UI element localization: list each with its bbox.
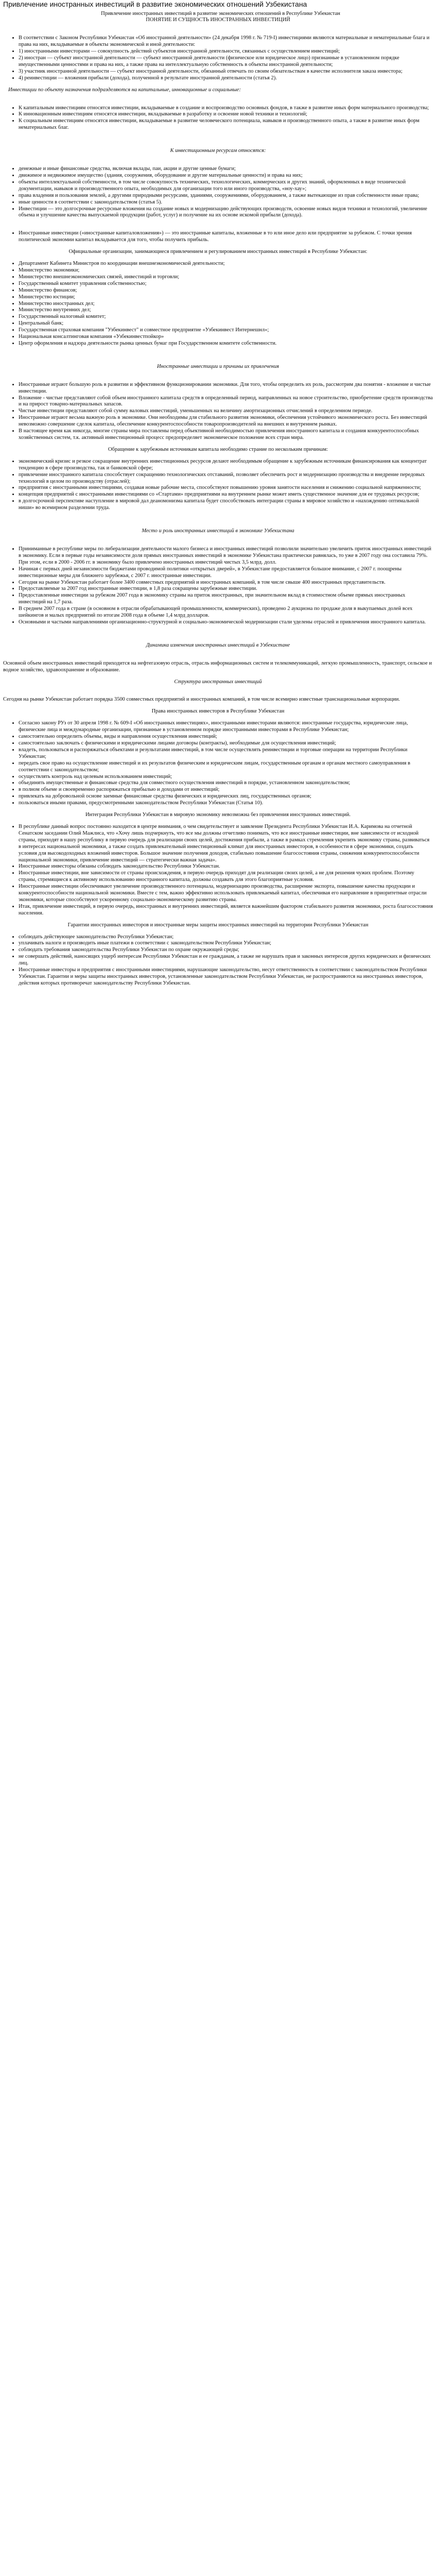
list-item: • Начиная с первых дней независимости бюджетами проводимой политики «открытых дверей», в Узбекистане предоставляется большое внимание, с 2007 г. поощрены инвестиционные меры для ближнего зарубежья, с 2007 г. иностранные инвестиции. bbox=[19, 566, 433, 580]
list-item: • соблюдать требования законодательства Республики Узбекистан по охране окружающей среды; bbox=[19, 947, 433, 954]
list-item: • движимое и недвижимое имущество (здания, сооружения, оборудование и другие материальные ценности) и права на них; bbox=[19, 173, 433, 179]
list-item: • К социальным инвестициям относятся инвестиции, вкладываемые в развитие человеческого потенциала, навыков и производственного опыта, а также в развитие иных форм нематериальных благ. bbox=[19, 118, 433, 131]
list-item: • самостоятельно заключать с физическими и юридическими лицами договоры (контракты), необходимые для осуществления инвестиций; bbox=[19, 740, 433, 747]
list-item: • Министерство иностранных дел; bbox=[19, 301, 433, 308]
need-heading: Обращение к зарубежным источникам капитала необходимо страние по нескольким причинам: bbox=[108, 446, 328, 452]
list-item: • Министерство внешнеэкономических связей, инвестиций и торговли; bbox=[19, 274, 433, 281]
list-item: • Согласно закону РУз от 30 апреля 1998 г. № 609-I «Об иностранных инвестициях», иностранными инвесторами являются: иностранные государства, юридические лица, физические лица и международные организации, признанные в установленном порядке иностранными инвесторами в Республике Узбекистан; bbox=[19, 720, 433, 734]
regulators-list bbox=[3, 261, 433, 347]
document bbox=[0, 0, 436, 987]
list-item: • Предоставляемые за 2007 год иностранные инвестиции, в 1,8 раза сокращены зарубежные инвестиции. bbox=[19, 586, 433, 592]
list-item: • Государственный налоговый комитет; bbox=[19, 314, 433, 320]
dynamics-paragraph: Основной объем иностранных инвестиций приходится на нефтегазовую отрасль, отрасль информационных систем и телекоммуникаций, легкую промышленность, транспорт, сельское и водное хозяйство, здравоохранение и образование. bbox=[3, 660, 432, 673]
sense-intro: Инвестиции по объекту назначения подразделяются на капитальные, инновационные и социальные: bbox=[8, 87, 241, 93]
list-item: • осуществлять контроль над целевым использованием инвестиций; bbox=[19, 774, 433, 781]
list-item: • Иностранные инвестиции, вне зависимости от страны происхождения, в первую очередь приходят для реализации своих целей, а не для решения чужих проблем. Поэтому страны, стремящиеся к активному использованию иностранного капитала, должны создавать для этого благоприятные условия. bbox=[19, 870, 433, 884]
resources-heading: К инвестиционным ресурсам относятся: bbox=[170, 148, 266, 154]
need-list bbox=[3, 459, 433, 512]
role-list bbox=[3, 546, 433, 626]
list-item: • денежные и иные финансовые средства, включая вклады, паи, акции и другие ценные бумаги; bbox=[19, 166, 433, 173]
list-item: • Министерство юстиции; bbox=[19, 294, 433, 301]
list-item: • объекты интеллектуальной собственности, в том числе совокупность технических, технологических, коммерческих и других знаний, оформленных в виде технической документации, навыков и производственного опыта, необходимых для организации того или иного производства, «ноу-хау»; bbox=[19, 179, 433, 193]
list-item: • Иностранные играют весьма важную роль в экономике. Они необходимы для стабильного развития экономики, обеспечения устойчивого экономического роста. Без инвестиций невозможно совершение сделок капитала, обеспечение конкурентоспособности товаропроизводителей на внешних и внутреннем рынках. bbox=[19, 415, 433, 428]
list-item: • 3) участник иностранной деятельности — субъект иностранной деятельности, обязанный отвечать по своим обязательствам в качестве исполнителя заказа инвестора; bbox=[19, 69, 433, 75]
list-item: • в полном объеме и своевременно распоряжаться прибылью и доходами от инвестиций; bbox=[19, 787, 433, 793]
concept-heading: ПОНЯТИЕ И СУЩНОСТЬ ИНОСТРАННЫХ ИНВЕСТИЦИЙ bbox=[146, 17, 290, 23]
list-item: • концепция предприятий с иностранными инвестициями со «Стартами» предприятиями на внутреннем рынке может иметь существенное значение для ее трудовых ресурсов; bbox=[19, 492, 433, 498]
document-title: Привлечение иностранных инвестиций в развитие экономических отношений Узбекистана bbox=[3, 0, 307, 8]
list-item: • привлекать на добровольной основе заемные финансовые средства физических и юридических лиц, государственных органов; bbox=[19, 793, 433, 800]
guarantees-list bbox=[3, 934, 433, 987]
list-item: • Вложение - чистые представляют собой объем иностранного капитала средств в определенный период, направленных на новое строительство, приобретение средств производства и на прирост товарно-материальных запасов. bbox=[19, 395, 433, 409]
document-subtitle: Привлечение иностранных инвестиций в развитие экономических отношений в Республике Узбекистан bbox=[101, 10, 340, 16]
list-item: • Иностранные инвесторы обязаны соблюдать законодательство Республики Узбекистан. bbox=[19, 863, 433, 870]
list-item: • уплачивать налоги и производить иные платежи в соответствии с законодательством Республики Узбекистан; bbox=[19, 940, 433, 947]
list-item: • Национальная консалтинговая компания «Узбекинвестпойкор» bbox=[19, 334, 433, 341]
list-item: • привлечение иностранного капитала способствует сокращению технологических отставаний, позволяет обеспечить рост и модернизацию производства и внедрение передовых технологий в целом по производству (отраслей); bbox=[19, 472, 433, 485]
list-item: • Министерство финансов; bbox=[19, 287, 433, 294]
list-item: • самостоятельно определить объемы, виды и направления осуществления инвестиций; bbox=[19, 734, 433, 740]
list-item: • владеть, пользоваться и распоряжаться объектами и результатами инвестиций, в том числе осуществлять реинвестиции и торговые операции на территории Республики Узбекистан; bbox=[19, 747, 433, 760]
sense-list bbox=[3, 105, 433, 132]
list-item: • 1) иностранными инвесторами — совокупность действий субъектов иностранной деятельности, связанных с осуществлением инвестиций; bbox=[19, 48, 433, 55]
list-item: • иные ценности в соответствии с законодательством (статья 5). bbox=[19, 199, 433, 206]
types-heading: Иностранные инвестиции и причины их привлечения bbox=[156, 363, 280, 369]
list-item: • Департамент Кабинета Министров по координации внешнеэкономической деятельности; bbox=[19, 261, 433, 267]
foreign-definition-list bbox=[3, 230, 433, 244]
list-item: • Центр оформления и надзора деятельности рынка ценных бумаг при Государственном комитете собственности. bbox=[19, 341, 433, 347]
list-item: • права владения и пользования землей, а другими природными ресурсами, зданиями, сооружениями, оборудованием, а также вытекающие из прав собственности иные права; bbox=[19, 193, 433, 199]
list-item: • Инвестиции — это долгосрочные ресурсные вложения на создание новых и модернизацию действующих производств, освоение новых видов техники и технологий, увеличение объема и улучшение качества выпускаемой продукции (работ, услуг) и получение на их основе искомой прибыли (дохода). bbox=[19, 206, 433, 219]
list-item: • объединять имущественные и финансовые средства для совместного осуществления инвестиций в порядке, установленном законодательством; bbox=[19, 780, 433, 787]
integration-paragraph: Интеграция Республики Узбекистан в мировую экономику невозможна без привлечения иностранных инвестиций. bbox=[85, 812, 351, 818]
structure-heading: Структура иностранных инвестиций bbox=[174, 679, 262, 685]
rights-heading: Права иностранных инвесторов в Республике Узбекистан bbox=[151, 708, 285, 715]
law-list bbox=[3, 35, 433, 81]
resources-list bbox=[3, 166, 433, 219]
types-list bbox=[3, 382, 433, 442]
structure-paragraph: Сегодня на рынке Узбекистан работает порядка 3500 совместных предприятий и иностранных компаний, в том числе всемирно известные транснациональные корпорации. bbox=[3, 697, 400, 703]
list-item: • 4) реинвестиции — вложения прибыли (дохода), полученной в результате иностранной деятельности (статья 2). bbox=[19, 75, 433, 82]
list-item: • Чистые инвестиции представляют собой сумму валовых инвестиций, уменьшенных на величину амортизационных отчислений в определенном периоде. bbox=[19, 408, 433, 415]
list-item: • В республике данный вопрос постоянно находится в центре внимания, о чем свидетельствует и заявление Президента Республики Узбекистан И.А. Каримова на отчетной Сенатском заседании Олий Мажлиса, что «Хочу лишь подчеркнуть, что все мы должны отчетливо понимать, что все иностранные инвестиции, вне зависимости от исходной страны, приходят в нашу республику в первую очередь для реализации своих целей, достижения прибыли, а также в рамках стремления укрепить экономику страны, развиваться в интересах национальной экономики, а также создать привлекательный инвестиционный климат для иностранных инвесторов, в особенности в сфере экономики, создать условия для высокодоходных вложений инвесторов. Большое значение получения доходов, стабильно повышение благосостояния страны, снижения конкурентоспособности национальной экономики, привлечение инвестиций — стратегически важная задача». bbox=[19, 824, 433, 863]
guarantees-heading: Гарантии иностранных инвесторов и иностранные меры защиты иностранных инвестиций на территории Республики Узбекистан bbox=[67, 922, 369, 928]
list-item: • Центральный банк; bbox=[19, 320, 433, 327]
role-heading: Место и роль иностранных инвестиций в экономике Узбекистана bbox=[142, 528, 294, 534]
dynamics-heading: Динамика изменения иностранных инвестиций в Узбекистане bbox=[146, 642, 290, 648]
list-item: • Основными и частыми направлениями организационно-структурной и социально-экономической модернизации стали уделены отраслей и привлечения иностранного капитала. bbox=[19, 619, 433, 626]
list-item: • Государственная страховая компания "Узбекинвест" и совместное предприятие «Узбекинвест Интернешнл»; bbox=[19, 327, 433, 334]
list-item: • Иностранные инвестиции («иностранные капиталовложения») — это иностранные капиталы, вложенные в то или иное дело или предприятие за рубежом. С точки зрения политической экономии капитал вкладывается для того, чтобы получить прибыль. bbox=[19, 230, 433, 244]
list-item: • в долгосрочной перспективе наступление в мировой дал деаномонизма капитала будет способствовать интеграции страны в мировое хозяйство и «нахождению оптимальной ниши» во всемирном разделении труда. bbox=[19, 498, 433, 512]
list-item: • Государственный комитет управления собственностью; bbox=[19, 281, 433, 287]
list-item: • Приниманные в республике меры по либерализации деятельности малого бизнеса и иностранных инвестиций позволили значительно увеличить приток иностранных инвестиций в экономику. Если в первые годы независимости доля прямых иностранных инвестиций в экономике Узбекистана практически равнялась, то уже в 2007 году она составила 79%. При этом, если в 2000 - 2006 гг. в экономику было привлечено иностранных инвестиций чистых 3,5 млрд. долл. bbox=[19, 546, 433, 566]
rights-list bbox=[3, 720, 433, 807]
list-item: • Иностранные инвестиции обеспечивают увеличение производственного потенциала, модернизацию производства, расширение экспорта, повышение качества продукции и конкурентоспособности национальной экономики. Вместе с тем, важно эффективно использовать привлекаемый капитал, обеспечивая его направление в приоритетные отрасли экономики, которые способствуют ускоренному социально-экономическому развитию страны. bbox=[19, 884, 433, 904]
list-item: • В среднем 2007 года в стране (в основном в отрасли обрабатывающей промышленности, коммерческих), проведено 2 аукциона по продаже доля в выкупаемых долей всех шейкингов и малых предприятий по итогам 2008 года в объеме 1,4 млрд долларов. bbox=[19, 606, 433, 619]
list-item: • К инновационным инвестициям относятся инвестиции, вкладываемые в разработку и освоение новой техники и технологий; bbox=[19, 111, 433, 118]
list-item: • Сегодня на рынке Узбекистан работает более 3400 совместных предприятий и иностранных компаний, в том числе свыше 400 иностранных представительств. bbox=[19, 580, 433, 586]
list-item: • пользоваться иными правами, предусмотренными законодательством Республики Узбекистан (Статья 10). bbox=[19, 800, 433, 807]
list-item: • 2) иностран — субъект иностранной деятельности — субъект иностранной деятельности (физическое или юридическое лицо) признанные в установленном порядке имущественными ценностями и права на них, а также права на интеллектуальную собственность в объекты иностранной деятельности; bbox=[19, 55, 433, 69]
list-item: • экономический кризис и резкое сокращение внутренних инвестиционных ресурсов делают необходимым обращение к зарубежным источникам финансирования как концентрат тенденцию в сфере производства, так и банковской сфере; bbox=[19, 459, 433, 472]
list-item: • Итак, привлечение инвестиций, в первую очередь, иностранных и внутренних инвестиций, является важнейшим фактором стабильного развития экономики, роста благосостояния населения. bbox=[19, 904, 433, 917]
list-item: • Министерство внутренних дел; bbox=[19, 307, 433, 314]
list-item: • Иностранные играют большую роль в развитии и эффективном функционировании экономики. Для того, чтобы определить их роль, рассмотрим два понятия - вложение и чистые инвестиции. bbox=[19, 382, 433, 395]
list-item: • предприятия с иностранными инвестициями, создавая новые рабочие места, способствуют повышению уровня занятости населения и снижению социальной напряженности; bbox=[19, 485, 433, 492]
list-item: • В соответствии с Законом Республики Узбекистан «Об иностранной деятельности» (24 декабря 1998 г. № 719-I) инвестициями являются материальные и нематериальные блага и права на них, вкладываемые в объекты экономической и иной деятельности: bbox=[19, 35, 433, 48]
list-item: • передать свое право на осуществление инвестиций и их результатов физическим и юридическим лицам, государственным органам и органам местного самоуправления в соответствии с законодательством; bbox=[19, 760, 433, 774]
list-item: • Иностранные инвесторы и предприятия с иностранными инвестициями, нарушающие законодательство, несут ответственность в соответствии с законодательством Республики Узбекистан. Гарантии и меры защиты иностранных инвесторов, установленные законодательством Республики Узбекистан, не распространяются на иностранных инвесторов, действия которых противоречат законодательству Республики Узбекистан. bbox=[19, 967, 433, 987]
list-item: • соблюдать действующее законодательство Республики Узбекистан; bbox=[19, 934, 433, 941]
list-item: • В настоящее время как никогда, многие страны мира поставлены перед объективной необходимостью привлечения иностранного капитала и создания конкурентоспособных хозяйственных систем, т.к. активный инвестиционный процесс предопределяет экономическое положение всех стран мира. bbox=[19, 428, 433, 442]
list-item: • Министерство экономики; bbox=[19, 267, 433, 274]
list-item: • Предоставленные инвестиции за рубежом 2007 года в экономику страны на приток иностранных, при значительном вклад в стоимостном объеме прямых иностранных инвестиций на 1,7 раза. bbox=[19, 592, 433, 606]
list-item: • К капитальным инвестициям относятся инвестиции, вкладываемые в создание и воспроизводство основных фондов, в также в развитие иных форм материального производства; bbox=[19, 105, 433, 112]
list-item: • не совершать действий, наносящих ущерб интересам Республики Узбекистан и ее гражданам, а также не нарушать прав и законных интересов других юридических и физических лиц. bbox=[19, 954, 433, 967]
regulators-heading: Официальные организации, занимающиеся привлечением и регулированием иностранных инвестиций в Республике Узбекистан: bbox=[68, 249, 368, 255]
closing-list bbox=[3, 824, 433, 917]
